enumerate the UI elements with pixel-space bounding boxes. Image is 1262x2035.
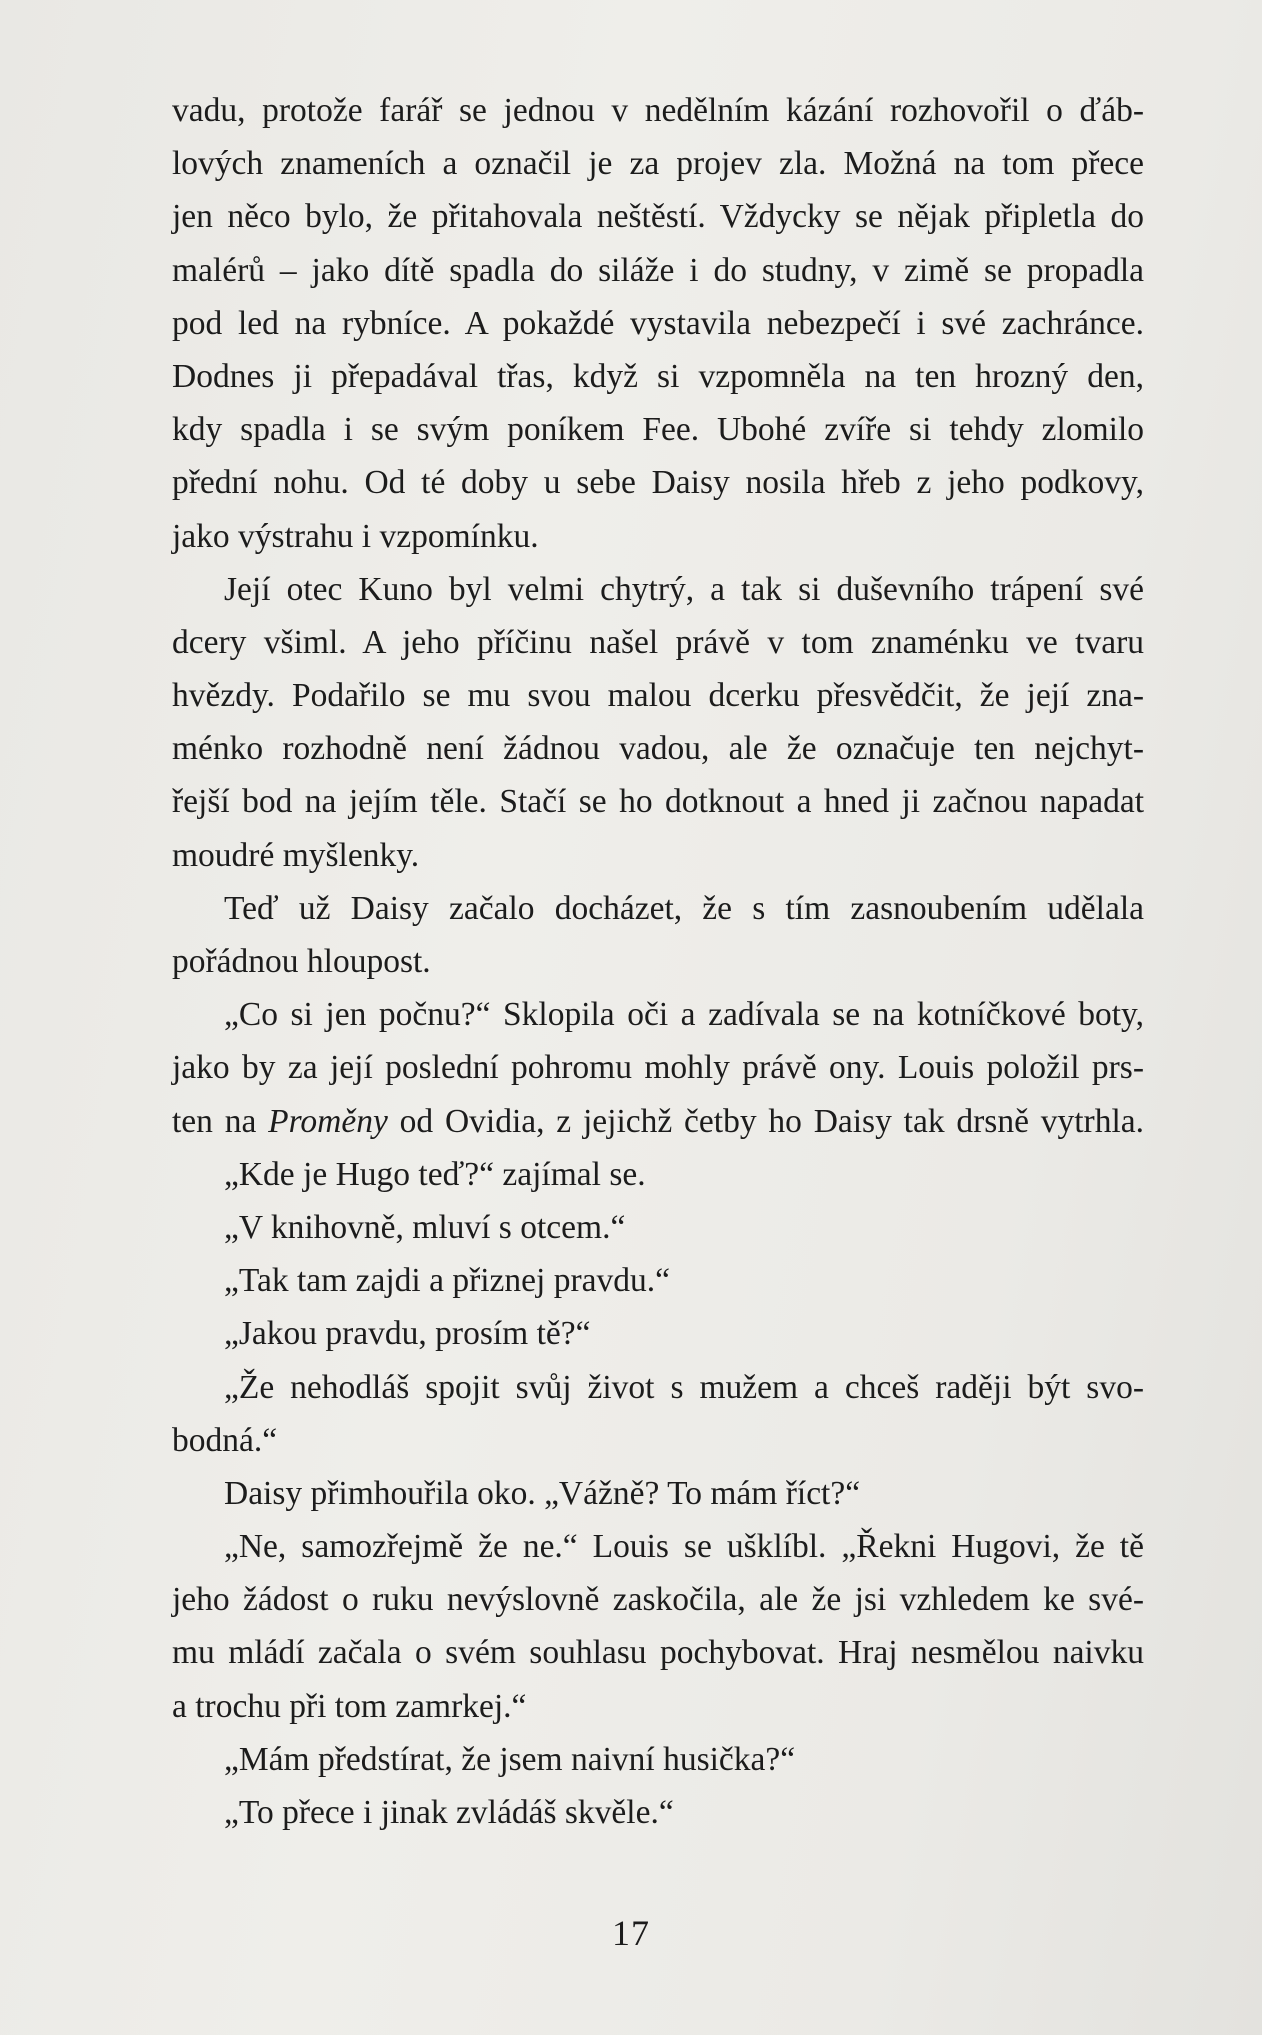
text-fragment: ten na <box>172 1102 269 1140</box>
text-line: dcery všiml. A jeho příčinu našel právě v tom znaménku ve tvaru <box>172 623 1144 661</box>
text-line: „Kde je Hugo teď?“ zajímal se. <box>224 1155 646 1193</box>
text-line: přední nohu. Od té doby u sebe Daisy nosila hřeb z jeho podkovy, <box>172 464 1144 502</box>
text-line: Dodnes ji přepadával třas, když si vzpomněla na ten hrozný den, <box>172 357 1144 395</box>
text-line: malérů – jako dítě spadla do siláže i do studny, v zimě se propadla <box>172 251 1144 289</box>
text-line: Daisy přimhouřila oko. „Vážně? To mám říct?“ <box>224 1474 861 1512</box>
text-line: kdy spadla i se svým poníkem Fee. Ubohé zvíře si tehdy zlomilo <box>172 411 1144 449</box>
text-line: „Že nehodláš spojit svůj život s mužem a chceš raději být svo- <box>224 1368 1144 1406</box>
text-line: „Ne, samozřejmě že ne.“ Louis se ušklíbl. „Řekni Hugovi, že tě <box>224 1528 1144 1566</box>
book-title-italic: Proměny <box>268 1102 388 1140</box>
text-line: řejší bod na jejím těle. Stačí se ho dotknout a hned ji začnou napadat <box>172 783 1144 821</box>
text-line: moudré myšlenky. <box>172 836 420 874</box>
text-line <box>172 1095 1144 1148</box>
text-line: „V knihovně, mluví s otcem.“ <box>224 1208 626 1246</box>
page-body-text <box>172 84 1144 1839</box>
text-line: „Mám předstírat, že jsem naivní husička?“ <box>224 1740 796 1778</box>
text-line: „To přece i jinak zvládáš skvěle.“ <box>224 1794 674 1831</box>
text-line: hvězdy. Podařilo se mu svou malou dcerku přesvědčit, že její zna- <box>172 677 1144 715</box>
text-line: jako by za její poslední pohromu mohly právě ony. Louis položil prs- <box>172 1049 1144 1087</box>
text-line: pod led na rybníce. A pokaždé vystavila nebezpečí i své zachránce. <box>172 304 1144 342</box>
text-line: bodná.“ <box>172 1421 278 1459</box>
text-line: Její otec Kuno byl velmi chytrý, a tak si duševního trápení své <box>224 570 1144 608</box>
page-number: 17 <box>612 1913 650 1953</box>
text-line: „Co si jen počnu?“ Sklopila oči a zadívala se na kotníčkové boty, <box>224 996 1144 1034</box>
text-line: ménko rozhodně není žádnou vadou, ale že označuje ten nejchyt- <box>172 730 1144 768</box>
text-line: jeho žádost o ruku nevýslovně zaskočila, ale že jsi vzhledem ke své- <box>172 1581 1144 1619</box>
text-line: mu mládí začala o svém souhlasu pochybovat. Hraj nesmělou naivku <box>172 1634 1144 1672</box>
text-line: „Jakou pravdu, prosím tě?“ <box>224 1315 591 1353</box>
text-line: jen něco bylo, že přitahovala neštěstí. Vždycky se nějak připletla do <box>172 198 1144 236</box>
text-line: Teď už Daisy začalo docházet, že s tím zasnoubením udělala <box>224 889 1144 927</box>
text-line: pořádnou hloupost. <box>172 943 431 980</box>
text-line: a trochu při tom zamrkej.“ <box>172 1687 527 1725</box>
text-line: vadu, protože farář se jednou v nedělním kázání rozhovořil o ďáb- <box>172 92 1144 129</box>
text-fragment: od Ovidia, z jejichž četby ho Daisy tak drsně vytrhla. <box>387 1102 1145 1140</box>
text-line: lových znameních a označil je za projev zla. Možná na tom přece <box>172 145 1144 183</box>
text-line: jako výstrahu i vzpomínku. <box>172 517 539 555</box>
text-line: „Tak tam zajdi a přiznej pravdu.“ <box>224 1262 670 1300</box>
